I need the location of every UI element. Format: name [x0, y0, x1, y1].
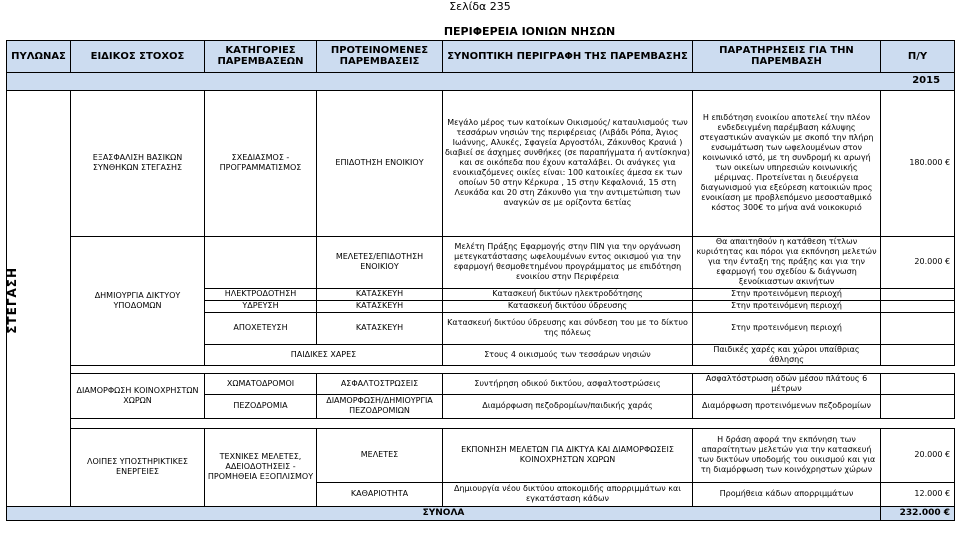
proposal-cell: ΔΙΑΜΟΡΦΩΣΗ/ΔΗΜΙΟΥΡΓΙΑ ΠΕΖΟΔΡΟΜΙΩΝ — [317, 394, 443, 418]
proposal-cell: ΜΕΛΕΤΕΣ — [317, 428, 443, 482]
notes-cell: Στην προτεινόμενη περιοχή — [693, 288, 881, 300]
amount-cell — [881, 300, 955, 312]
proposal-cell: ΚΑΘΑΡΙΟΤΗΤΑ — [317, 482, 443, 506]
page-label: Σελίδα 235 — [449, 0, 511, 13]
notes-cell: Η δράση αφορά την εκπόνηση των απαραίτητων μελετών για την κατασκευή των δικτύων υποδομής του οικισμού και για τη διαμόρφωση των κοινόχρηστων χώρων — [693, 428, 881, 482]
description-cell: Κατασκευή δικτύων ηλεκτροδότησης — [443, 288, 693, 300]
notes-cell: Διαμόρφωση προτεινόμενων πεζοδρομίων — [693, 394, 881, 418]
category-cell: ΑΠΟΧΕΤΕΥΣΗ — [205, 312, 317, 344]
notes-cell: Θα απαιτηθούν η κατάθεση τίτλων κυριότητας και πόροι για εκπόνηση μελετών για την ένταξη της πράξης και για την εφαρμογή του σχεδίου & διάγνωση ξενοίκιαστων ακινήτων — [693, 236, 881, 288]
total-label: ΣΥΝΟΛΑ — [7, 506, 881, 520]
proposal-cell: ΕΠΙΔΟΤΗΣΗ ΕΝΟΙΚΙΟΥ — [317, 90, 443, 236]
description-cell: Κατασκευή δικτύου ύδρευσης και σύνδεση του με το δίκτυο της πόλεως — [443, 312, 693, 344]
notes-cell: Παιδικές χαρές και χώροι υπαίθριας άθλησης — [693, 344, 881, 365]
amount-cell — [881, 373, 955, 394]
amount-cell: 20.000 € — [881, 236, 955, 288]
category-cell: ΤΕΧΝΙΚΕΣ ΜΕΛΕΤΕΣ, ΑΔΕΙΟΔΟΤΗΣΕΙΣ - ΠΡΟΜΗΘΕΙΑ ΕΞΟΠΛΙΣΜΟΥ — [205, 428, 317, 506]
notes-cell: Η επιδότηση ενοικίου αποτελεί την πλέον ενδεδειγμένη παρέμβαση κάλυψης στεγαστικών αναγκών με σκοπό την πλήρη ενσωμάτωση των ωφελουμένων στον κοινωνικό ιστό, με τη συνδρομή κι αρωγή των οικείων υπηρεσιών κοινωνικής μέριμνας. Προτείνεται η διευέργεια διαγωνισμού για εξεύρεση κατοικιών προς ενοικίαση με προβλεπόμενο μεσοσταθμικό κόστος 300€ το μήνα ανά νοικοκυριό — [693, 90, 881, 236]
notes-cell: Προμήθεια κάδων απορριμμάτων — [693, 482, 881, 506]
notes-cell: Στην προτεινόμενη περιοχή — [693, 300, 881, 312]
category-cell: ΠΕΖΟΔΡΟΜΙΑ — [205, 394, 317, 418]
amount-cell: 12.000 € — [881, 482, 955, 506]
col-header-eidikos-stoxos: ΕΙΔΙΚΟΣ ΣΤΟΧΟΣ — [71, 40, 205, 72]
pillar-top-blank — [7, 90, 71, 236]
amount-cell — [881, 312, 955, 344]
notes-cell: Ασφαλτόστρωση οδών μέσου πλάτους 6 μέτρων — [693, 373, 881, 394]
spacer-row — [71, 365, 955, 373]
category-cell: ΥΔΡΕΥΣΗ — [205, 300, 317, 312]
description-cell: Συντήρηση οδικού δικτύου, ασφαλτοστρώσεις — [443, 373, 693, 394]
proposal-cell: ΚΑΤΑΣΚΕΥΗ — [317, 300, 443, 312]
category-cell — [205, 236, 317, 288]
amount-cell — [881, 344, 955, 365]
col-header-paratiriseis: ΠΑΡΑΤΗΡΗΣΕΙΣ ΓΙΑ ΤΗΝ ΠΑΡΕΜΒΑΣΗ — [693, 40, 881, 72]
category-cell: ΧΩΜΑΤΟΔΡΟΜΟΙ — [205, 373, 317, 394]
category-cell: ΗΛΕΚΤΡΟΔΟΤΗΣΗ — [205, 288, 317, 300]
category-cell: ΠΑΙΔΙΚΕΣ ΧΑΡΕΣ — [205, 344, 443, 365]
amount-cell: 20.000 € — [881, 428, 955, 482]
notes-cell: Στην προτεινόμενη περιοχή — [693, 312, 881, 344]
region-title: ΠΕΡΙΦΕΡΕΙΑ ΙΟΝΙΩΝ ΝΗΣΩΝ — [7, 24, 955, 40]
goal-cell: ΕΞΑΣΦΑΛΙΣΗ ΒΑΣΙΚΩΝ ΣΥΝΘΗΚΩΝ ΣΤΕΓΑΣΗΣ — [71, 90, 205, 236]
description-cell: Μεγάλο μέρος των κατοίκων Οικισμούς/ καταυλισμούς των τεσσάρων νησιών της περιφέρειας (Λιβάδι Ρόπα, Άγιος Ιωάννης, Αλυκές, Σφαγεία Αργοστόλι, Ζάκυνθος Κρανιά ) διαβιεί σε άσχημες συνθήκες (σε παραπήγματα ή αντίσκηνα) και σε οικόπεδα που έχουν καταλάβει. Οι ανάγκες για ενοικιαζόμενες οικίες είναι: 100 κατοικίες άμεσα εκ των οποίων 50 στην Κέρκυρα , 15 στην Κεφαλονιά, 15 στη Λευκάδα και 20 στη Ζάκυνθο για την αντιμετώπιση των αναγκών σε με ορίζοντα 6ετίας — [443, 90, 693, 236]
total-amount: 232.000 € — [881, 506, 955, 520]
pillar-label: ΣΤΕΓΑΣΗ — [5, 267, 19, 334]
description-cell: Στους 4 οικισμούς των τεσσάρων νησιών — [443, 344, 693, 365]
goal-cell: ΔΙΑΜΟΡΦΩΣΗ ΚΟΙΝΟΧΡΗΣΤΩΝ ΧΩΡΩΝ — [71, 373, 205, 418]
amount-cell: 180.000 € — [881, 90, 955, 236]
col-header-kategories: ΚΑΤΗΓΟΡΙΕΣ ΠΑΡΕΜΒΑΣΕΩΝ — [205, 40, 317, 72]
description-cell: Διαμόρφωση πεζοδρομίων/παιδικής χαράς — [443, 394, 693, 418]
proposal-cell: ΚΑΤΑΣΚΕΥΗ — [317, 288, 443, 300]
intervention-table — [6, 24, 955, 521]
description-cell: Δημιουργία νέου δικτύου αποκομιδής απορριμμάτων και εγκατάσταση κάδων — [443, 482, 693, 506]
spacer-row — [71, 418, 955, 428]
goal-cell: ΛΟΙΠΕΣ ΥΠΟΣΤΗΡΙΚΤΙΚΕΣ ΕΝΕΡΓΕΙΕΣ — [71, 428, 205, 506]
description-cell: Κατασκευή δικτύου ύδρευσης — [443, 300, 693, 312]
amount-cell — [881, 394, 955, 418]
col-header-pylonas: ΠΥΛΩΝΑΣ — [7, 40, 71, 72]
proposal-cell: ΜΕΛΕΤΕΣ/ΕΠΙΔΟΤΗΣΗ ΕΝΟΙΚΙΟΥ — [317, 236, 443, 288]
pillar-cell — [7, 236, 71, 365]
category-cell: ΣΧΕΔΙΑΣΜΟΣ - ΠΡΟΓΡΑΜΜΑΤΙΣΜΟΣ — [205, 90, 317, 236]
col-header-proteinomenes: ΠΡΟΤΕΙΝΟΜΕΝΕΣ ΠΑΡΕΜΒΑΣΕΙΣ — [317, 40, 443, 72]
description-cell: ΕΚΠΟΝΗΣΗ ΜΕΛΕΤΩΝ ΓΙΑ ΔΙΚΤΥΑ ΚΑΙ ΔΙΑΜΟΡΦΩΣΕΙΣ ΚΟΙΝΟΧΡΗΣΤΩΝ ΧΩΡΩΝ — [443, 428, 693, 482]
goal-cell: ΔΗΜΙΟΥΡΓΙΑ ΔΙΚΤΥΟΥ ΥΠΟΔΟΜΩΝ — [71, 236, 205, 365]
proposal-cell: ΚΑΤΑΣΚΕΥΗ — [317, 312, 443, 344]
proposal-cell: ΑΣΦΑΛΤΟΣΤΡΩΣΕΙΣ — [317, 373, 443, 394]
amount-cell — [881, 288, 955, 300]
year-row: 2015 — [7, 72, 955, 90]
col-header-py: Π/Υ — [881, 40, 955, 72]
col-header-perigrafi: ΣΥΝΟΠΤΙΚΗ ΠΕΡΙΓΡΑΦΗ ΤΗΣ ΠΑΡΕΜΒΑΣΗΣ — [443, 40, 693, 72]
description-cell: Μελέτη Πράξης Εφαρμογής στην ΠΙΝ για την οργάνωση μετεγκατάστασης ωφελουμένων εντος οικισμού για την εφαρμογή θεσμοθετημένου προγράμματος με επιδότηση ενοικίου στην Περιφέρεια — [443, 236, 693, 288]
